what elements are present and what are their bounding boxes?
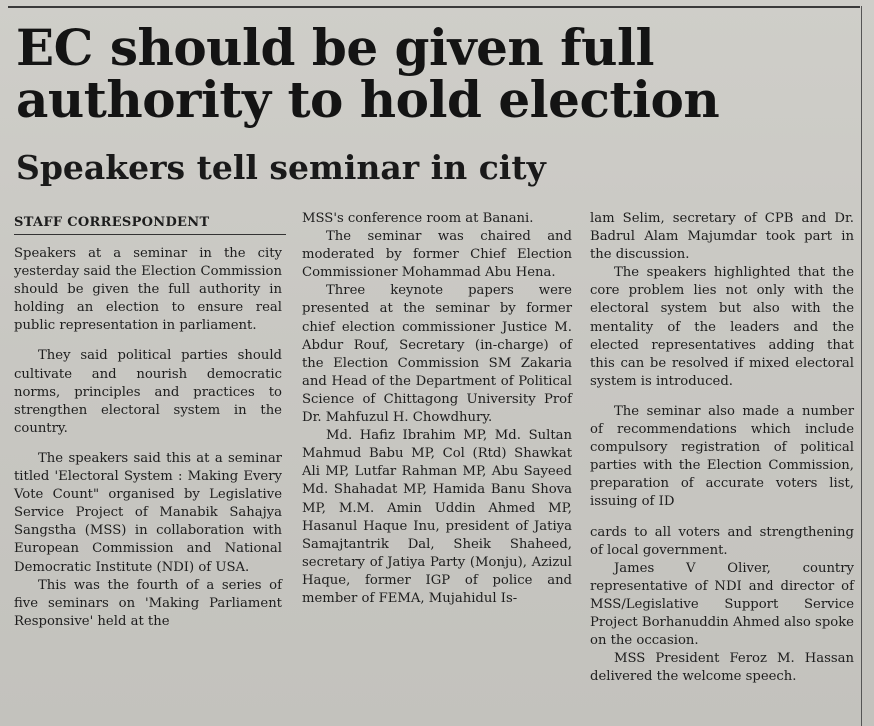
byline-rule [14, 234, 286, 235]
headline: EC should be given full authority to hold election [16, 18, 720, 129]
paragraph: This was the fourth of a series of five seminars on 'Making Parliament Responsive' held at the [14, 577, 282, 629]
article-column-2 [302, 210, 572, 608]
paragraph: lam Selim, secretary of CPB and Dr. Badrul Alam Majumdar took part in the discussion. [590, 211, 854, 263]
paragraph: The speakers highlighted that the core problem lies not only with the electoral system but also with the mentality of the leaders and the elected representatives adding that this can be resolved if mixed electoral system is introduced. [590, 265, 854, 389]
subheadline: Speakers tell seminar in city [16, 148, 546, 187]
paragraph: Speakers at a seminar in the city yesterday said the Election Commission should be given the full authority in holding an election to ensure real public representation in parliament. [14, 246, 282, 334]
paragraph: MSS President Feroz M. Hassan delivered the welcome speech. [590, 651, 854, 685]
top-rule [8, 6, 860, 8]
paragraph: The speakers said this at a seminar titled 'Electoral System : Making Every Vote Count" organised by Legislative Service Project of Manabik Sahajya Sangstha (MSS) in collaboration with European Commission and National Democratic Institute (NDI) of USA. [14, 450, 282, 575]
paragraph: They said political parties should cultivate and nourish democratic norms, principles and practices to strengthen electoral system in the country. [14, 348, 282, 436]
paragraph: James V Oliver, country representative of NDI and director of MSS/Legislative Support Service Project Borhanuddin Ahmed also spoke on the occasion. [590, 560, 854, 649]
paragraph: Three keynote papers were presented at the seminar by former chief election commissioner Justice M. Abdur Rouf, Secretary (in-charge) of the Election Commission SM Zakaria and Head of the Department of Political Science of Chittagong University Prof Dr. Mahfuzul H. Chowdhury. [302, 283, 572, 426]
paragraph: The seminar also made a number of recommendations which include compulsory registration of political parties with the Election Commission, preparation of accurate voters list, issuing of ID [590, 403, 854, 510]
paragraph: Md. Hafiz Ibrahim MP, Md. Sultan Mahmud Babu MP, Col (Rtd) Shawkat Ali MP, Lutfar Rahman MP, Abu Sayeed Md. Shahadat MP, Hamida Banu Shova MP, M.M. Amin Uddin Ahmed MP, Hasanul Haque Inu, president of Jatiya Samajtantrik Dal, Sheik Shaheed, secretary of Jatiya Party (Monju), Azizul Haque, former IGP of police and member of FEMA, Mujahidul Is- [302, 428, 572, 606]
article-column-3 [590, 210, 854, 686]
article-column-1 [14, 245, 282, 631]
paragraph: The seminar was chaired and moderated by former Chief Election Commissioner Mohammad Abu Hena. [302, 229, 572, 281]
byline: STAFF CORRESPONDENT [14, 215, 210, 230]
paragraph: cards to all voters and strengthening of local government. [590, 524, 854, 558]
paragraph: MSS's conference room at Banani. [302, 211, 534, 226]
